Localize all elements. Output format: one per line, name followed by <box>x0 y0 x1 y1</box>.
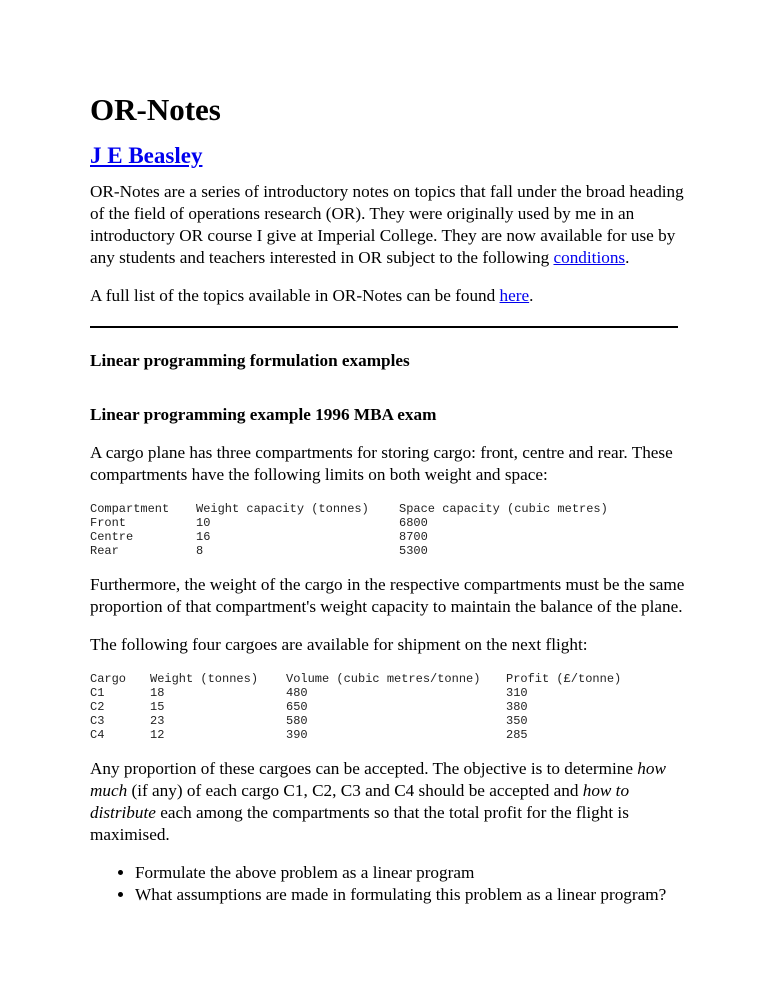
list-item: • What assumptions are made in formulating this problem as a linear program? <box>135 884 690 906</box>
cell: C3 <box>90 714 105 728</box>
table-header <box>90 672 690 686</box>
cell: Rear <box>90 544 119 558</box>
cell: 16 <box>196 530 211 544</box>
header-cell: Profit (£/tonne) <box>506 672 622 686</box>
cell: 6800 <box>399 516 428 530</box>
header-cell: Weight (tonnes) <box>150 672 259 686</box>
table-row <box>90 714 690 728</box>
cell: 580 <box>286 714 308 728</box>
cell: 480 <box>286 686 308 700</box>
table-row <box>90 728 690 742</box>
header-cell: Space capacity (cubic metres) <box>399 502 608 516</box>
list-item: • Formulate the above problem as a linear program <box>135 862 690 884</box>
header-cell: Cargo <box>90 672 127 686</box>
table-row <box>90 530 690 544</box>
cell: Front <box>90 516 127 530</box>
author-heading <box>90 142 690 169</box>
cell: 23 <box>150 714 165 728</box>
cell: 15 <box>150 700 165 714</box>
cell: 650 <box>286 700 308 714</box>
paragraph-following: The following four cargoes are available for shipment on the next flight: <box>90 635 588 654</box>
intro-end: . <box>625 248 630 267</box>
example-heading: Linear programming example 1996 MBA exam <box>90 405 437 424</box>
cell: Centre <box>90 530 134 544</box>
cell: 380 <box>506 700 528 714</box>
page-title: OR-Notes <box>90 92 221 127</box>
text: each among the compartments so that the total profit for the flight is maximised. <box>90 803 629 844</box>
table-row <box>90 700 690 714</box>
table-header <box>90 502 690 516</box>
paragraph-cargo-plane: A cargo plane has three compartments for storing cargo: front, centre and rear. These compartments have the following limits on both weight and space: <box>90 443 673 484</box>
cell: C4 <box>90 728 105 742</box>
cell: 310 <box>506 686 528 700</box>
header-cell: Weight capacity (tonnes) <box>196 502 369 516</box>
emphasis: how much <box>90 759 666 800</box>
text: (if any) of each cargo C1, C2, C3 and C4 should be accepted and <box>127 781 583 800</box>
intro-paragraph <box>90 181 690 269</box>
horizontal-rule <box>90 326 678 328</box>
paragraph-objective <box>90 758 690 846</box>
conditions-link[interactable]: conditions <box>553 248 626 267</box>
cell: 285 <box>506 728 528 742</box>
full-list-end: . <box>529 286 534 305</box>
here-link[interactable]: here <box>499 286 530 305</box>
section-heading: Linear programming formulation examples <box>90 351 410 370</box>
header-cell: Volume (cubic metres/tonne) <box>286 672 481 686</box>
cell: 350 <box>506 714 528 728</box>
cell: C2 <box>90 700 105 714</box>
author-link[interactable]: J E Beasley <box>90 143 203 168</box>
cargoes-table <box>90 672 690 742</box>
cell: 5300 <box>399 544 428 558</box>
compartments-table <box>90 502 690 558</box>
cell: 10 <box>196 516 211 530</box>
task-list <box>90 862 690 906</box>
cell: 390 <box>286 728 308 742</box>
cell: C1 <box>90 686 105 700</box>
table-row <box>90 686 690 700</box>
header-cell: Compartment <box>90 502 170 516</box>
emphasis: how to distribute <box>90 781 630 822</box>
cell: 8 <box>196 544 204 558</box>
full-list-paragraph <box>90 285 690 307</box>
table-row <box>90 544 690 558</box>
cell: 12 <box>150 728 165 742</box>
intro-text: OR-Notes are a series of introductory notes on topics that fall under the broad heading of the field of operations research (OR). They were originally used by me in an introductory OR course I give at Imperial College. They are now available for use by any students and teachers interested in OR subject to the following <box>90 182 684 267</box>
full-list-text: A full list of the topics available in OR-Notes can be found <box>90 286 500 305</box>
cell: 8700 <box>399 530 428 544</box>
text: Any proportion of these cargoes can be accepted. The objective is to determine <box>90 759 638 778</box>
paragraph-furthermore: Furthermore, the weight of the cargo in the respective compartments must be the same proportion of that compartment's weight capacity to maintain the balance of the plane. <box>90 575 685 616</box>
table-row <box>90 516 690 530</box>
cell: 18 <box>150 686 165 700</box>
